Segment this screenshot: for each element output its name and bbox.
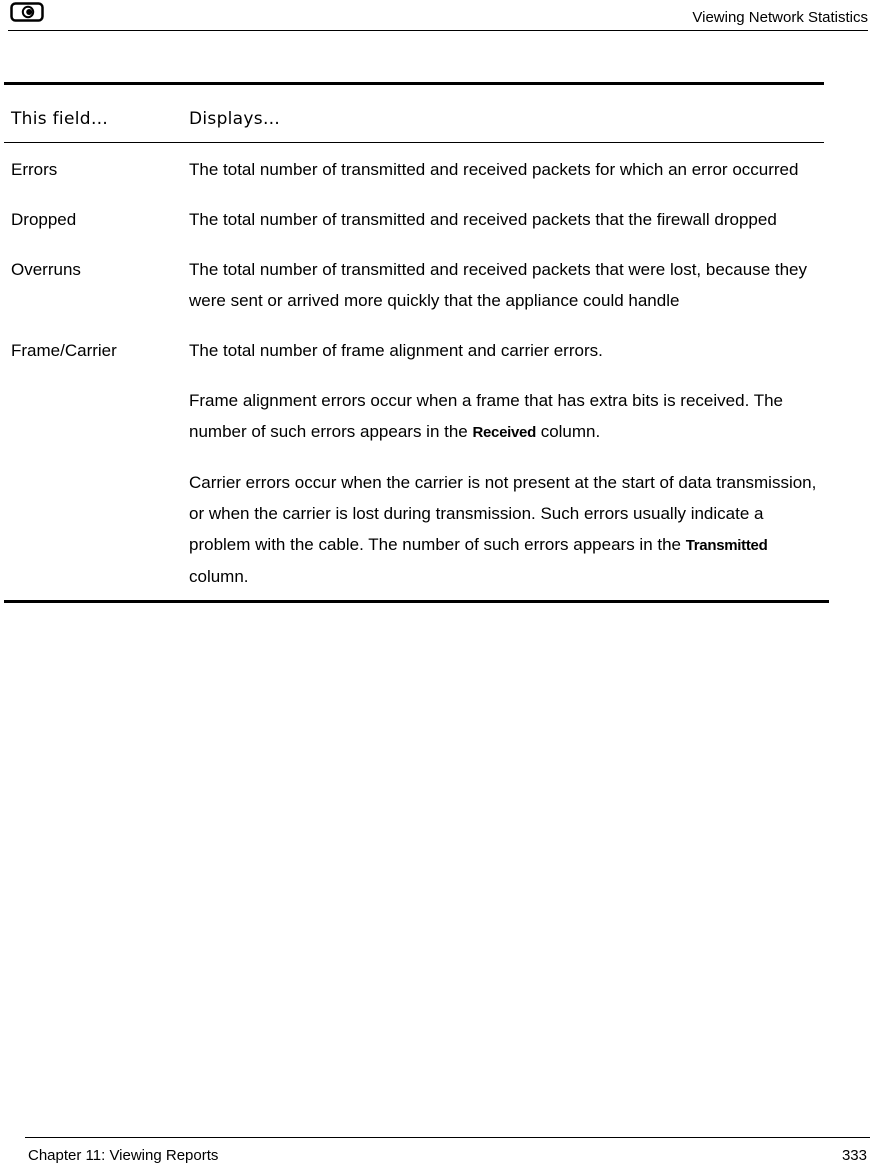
field-description <box>189 335 819 592</box>
field-name: Errors <box>11 160 58 179</box>
field-description <box>189 204 819 235</box>
text-run: column. <box>535 422 601 441</box>
description-paragraph <box>189 467 819 592</box>
table-header-row <box>4 85 824 143</box>
field-name: Frame/Carrier <box>11 341 117 360</box>
column-heading-displays: Displays… <box>189 109 281 129</box>
description-paragraph: The total number of frame alignment and carrier errors. <box>189 341 603 360</box>
field-name: Overruns <box>11 260 81 279</box>
page-footer <box>25 1137 870 1166</box>
footer-chapter: Chapter 11: Viewing Reports <box>28 1147 219 1164</box>
eye-badge-icon <box>10 2 44 22</box>
page-header <box>8 0 868 31</box>
footer-page-number: 333 <box>841 1147 867 1164</box>
field-description <box>189 254 819 316</box>
text-run: column. <box>189 567 249 586</box>
table-row-overruns <box>4 254 828 316</box>
description-paragraph: The total number of transmitted and received packets that were lost, because they were sent or arrived more quickly that the appliance could handle <box>189 260 808 310</box>
description-paragraph <box>189 385 819 448</box>
header-title: Viewing Network Statistics <box>692 9 868 26</box>
table-row-errors <box>4 154 828 185</box>
column-heading-field: This field… <box>11 109 109 129</box>
field-name: Dropped <box>11 210 77 229</box>
term-transmitted: Transmitted <box>685 537 768 554</box>
table-bottom-rule <box>4 600 829 603</box>
text-run: Frame alignment errors occur when a frame that has extra bits is received. The number of such errors appears in the <box>189 391 783 441</box>
description-paragraph: The total number of transmitted and received packets that the firewall dropped <box>189 210 777 229</box>
description-paragraph: The total number of transmitted and received packets for which an error occurred <box>189 160 799 179</box>
table-row-frame-carrier <box>4 335 828 592</box>
field-description-table <box>4 82 828 603</box>
term-received: Received <box>472 424 536 441</box>
table-row-dropped <box>4 204 828 235</box>
text-run: Carrier errors occur when the carrier is not present at the start of data transmission, or when the carrier is lost during transmission. Such errors usually indicate a problem with the cable. The number of such errors appears in the <box>189 473 817 554</box>
field-description <box>189 154 819 185</box>
table-body <box>4 143 828 592</box>
